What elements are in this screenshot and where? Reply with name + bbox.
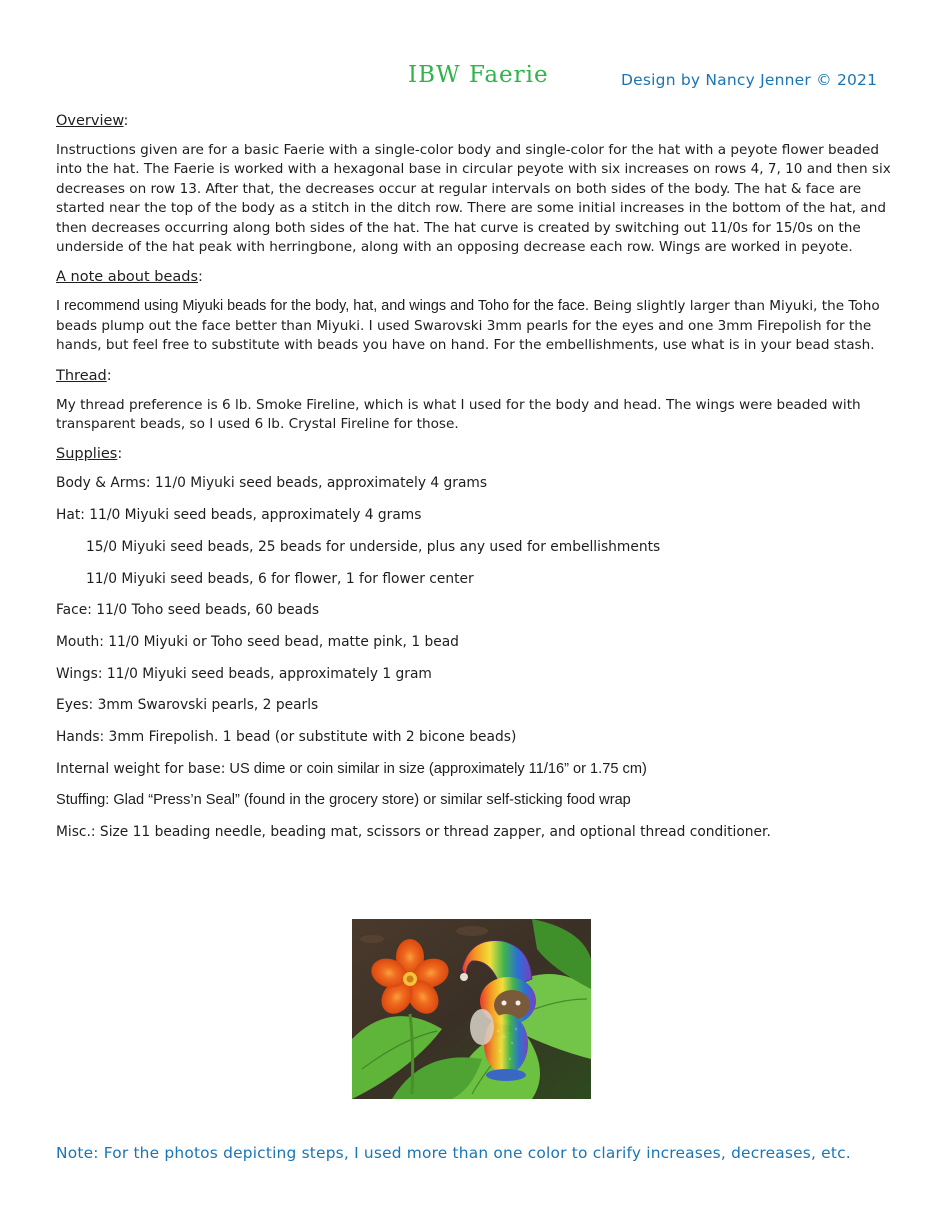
supply-hat-flower: 11/0 Miyuki seed beads, 6 for flower, 1 for flower center xyxy=(86,570,474,587)
supplies-heading-label: Supplies xyxy=(56,446,118,463)
supply-stuffing-label: Stuffing: xyxy=(56,792,110,809)
beads-lead: I recommend using Miyuki beads for the body, hat, and wings and Toho for the face. xyxy=(56,298,590,315)
supply-weight-label: Internal weight for base: xyxy=(56,760,226,777)
footer-note: Note: For the photos depicting steps, I used more than one color to clarify increases, decreases, etc. xyxy=(56,1144,851,1162)
thread-text: My thread preference is 6 lb. Smoke Fireline, which is what I used for the body and head. The wings were beaded with transparent beads, so I used 6 lb. Crystal Fireline for those. xyxy=(56,396,861,433)
supply-weight xyxy=(56,760,896,779)
supply-mouth: Mouth: 11/0 Miyuki or Toho seed bead, matte pink, 1 bead xyxy=(56,633,459,650)
thread-heading-label: Thread xyxy=(56,367,107,384)
supply-wings: Wings: 11/0 Miyuki seed beads, approximately 1 gram xyxy=(56,665,432,682)
supplies-heading: Supplies: xyxy=(56,446,123,463)
supply-eyes: Eyes: 3mm Swarovski pearls, 2 pearls xyxy=(56,697,319,714)
overview-heading-label: Overview xyxy=(56,113,124,129)
supply-hands: Hands: 3mm Firepolish. 1 bead (or substitute with 2 bicone beads) xyxy=(56,728,517,745)
beads-heading: A note about beads: xyxy=(56,269,203,286)
supply-hat-underside: 15/0 Miyuki seed beads, 25 beads for underside, plus any used for embellishments xyxy=(86,538,661,555)
beads-body: Being slightly larger than Miyuki, the Toho beads plump out the face better than Miyuki. I used Swarovski 3mm pearls for the eyes and one 3mm Firepolish for the hands, but feel free to substitute with beads you have on hand. For the embellishments, use what is in your bead stash. xyxy=(56,298,880,354)
supply-face: Face: 11/0 Toho seed beads, 60 beads xyxy=(56,602,320,619)
supply-hat: Hat: 11/0 Miyuki seed beads, approximately 4 grams xyxy=(56,507,422,524)
supply-body: Body & Arms: 11/0 Miyuki seed beads, approximately 4 grams xyxy=(56,475,488,492)
beads-heading-label: A note about beads xyxy=(56,269,199,286)
thread-heading: Thread: xyxy=(56,367,112,384)
supply-misc: Misc.: Size 11 beading needle, beading mat, scissors or thread zapper, and optional thread conditioner. xyxy=(56,824,771,841)
supply-stuffing xyxy=(56,791,896,810)
document-body xyxy=(56,111,896,855)
supply-stuffing-value: Glad “Press’n Seal” (found in the grocery store) or similar self-sticking food wrap xyxy=(109,792,631,809)
designer-credit: Design by Nancy Jenner © 2021 xyxy=(621,71,878,89)
overview-text: Instructions given are for a basic Faerie with a single-color body and single-color for the hat with a peyote flower beaded into the hat. The Faerie is worked with a hexagonal base in circular peyote with six increases on rows 4, 7, 10 and then six decreases on row 13. After that, the decreases occur at regular intervals on both sides of the body. The hat & face are started near the top of the body as a stitch in the ditch row. There are some initial increases in the bottom of the hat, and then decreases occurring along both sides of the hat. The hat curve is created by switching out 11/0s for 15/0s on the underside of the hat peak with herringbone, along with an opposing decrease each row. Wings are worked in peyote. xyxy=(56,142,891,256)
page-title: IBW Faerie xyxy=(408,62,549,88)
overview-heading: Overview: xyxy=(56,113,129,129)
beads-text xyxy=(56,297,892,355)
supply-weight-value: US dime or coin similar in size (approximately 11/16” or 1.75 cm) xyxy=(225,760,647,777)
beaded-faerie-photo xyxy=(352,919,591,1099)
